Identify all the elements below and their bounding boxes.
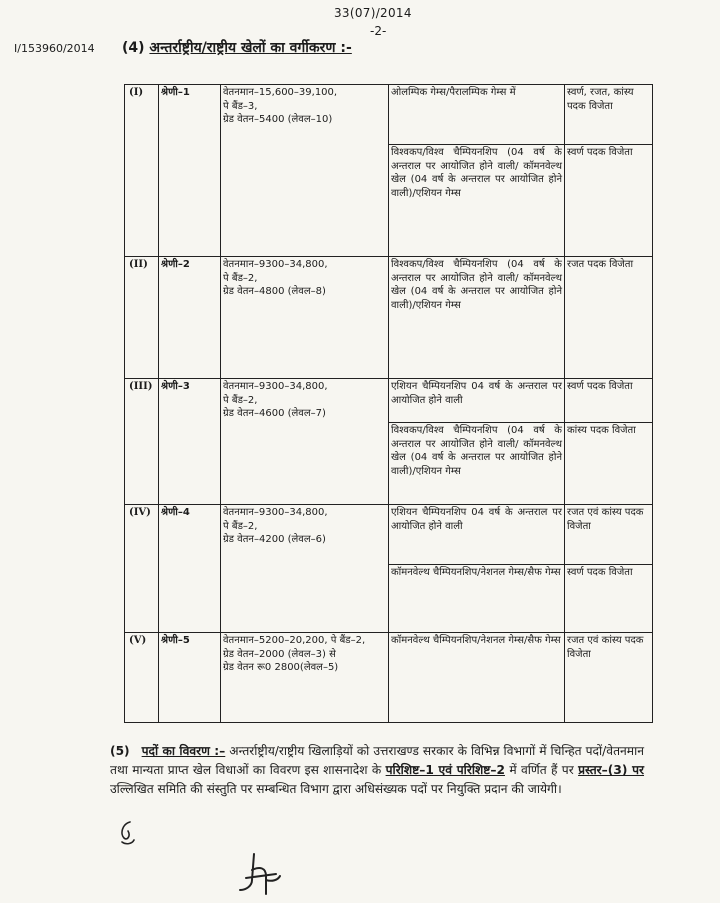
event-cell: कॉमनवेल्थ चैम्पियनशिप/नेशनल गेम्स/सैफ गेम्स — [389, 565, 565, 633]
medal-cell: रजत एवं कांस्य पदक विजेता — [565, 633, 653, 723]
section-5-number: (5) — [110, 744, 130, 758]
section-5-text: उल्लिखित समिति की संस्तुति पर सम्बन्धित विभाग द्वारा अधिसंख्यक पदों पर नियुक्ति प्रदान की जायेगी। — [110, 782, 562, 797]
paragraph-reference: प्रस्तर–(3) पर — [578, 763, 645, 778]
signature-icon — [236, 850, 284, 898]
medal-cell: स्वर्ण, रजत, कांस्य पदक विजेता — [565, 85, 653, 145]
classification-table — [124, 84, 653, 723]
category-name: श्रेणी–1 — [159, 85, 221, 257]
table-row — [125, 257, 653, 379]
table-row — [125, 85, 653, 145]
row-roman-numeral: (II) — [125, 257, 159, 379]
table-row — [125, 633, 653, 723]
pay-scale: वेतनमान–9300–34,800, पे बैंड–2, ग्रेड वेतन–4800 (लेवल–8) — [221, 257, 389, 379]
section-5-heading: पदों का विवरण :– — [141, 744, 226, 758]
row-roman-numeral: (I) — [125, 85, 159, 257]
category-name: श्रेणी–3 — [159, 379, 221, 505]
row-roman-numeral: (V) — [125, 633, 159, 723]
medal-cell: स्वर्ण पदक विजेता — [565, 565, 653, 633]
category-name: श्रेणी–2 — [159, 257, 221, 379]
section-5-paragraph — [110, 742, 644, 800]
pay-scale: वेतनमान–9300–34,800, पे बैंड–2, ग्रेड वेतन–4600 (लेवल–7) — [221, 379, 389, 505]
pay-scale: वेतनमान–9300–34,800, पे बैंड–2, ग्रेड वेतन–4200 (लेवल–6) — [221, 505, 389, 633]
pay-scale: वेतनमान–15,600–39,100, पे बैंड–3, ग्रेड वेतन–5400 (लेवल–10) — [221, 85, 389, 257]
table-row — [125, 505, 653, 565]
file-reference: I/153960/2014 — [14, 42, 95, 55]
event-cell: कॉमनवेल्थ चैम्पियनशिप/नेशनल गेम्स/सैफ गेम्स — [389, 633, 565, 723]
section-5-text: में वर्णित हैं पर — [504, 763, 579, 778]
annexure-reference: परिशिष्ट–1 एवं परिशिष्ट–2 — [385, 763, 505, 778]
medal-cell: स्वर्ण पदक विजेता — [565, 145, 653, 257]
section-4-number: (4) — [122, 40, 145, 56]
row-roman-numeral: (IV) — [125, 505, 159, 633]
category-name: श्रेणी–5 — [159, 633, 221, 723]
row-roman-numeral: (III) — [125, 379, 159, 505]
medal-cell: कांस्य पदक विजेता — [565, 423, 653, 505]
section-4-heading — [122, 38, 352, 57]
signature — [236, 850, 284, 902]
section-4-title: अन्तर्राष्ट्रीय/राष्ट्रीय खेलों का वर्गीकरण :- — [149, 40, 352, 56]
section-5-text: अन्तर्राष्ट्रीय/राष्ट्रीय खिलाड़ियों को उत्तराखण्ड सरकार के विभिन्न विभागों में चिन्हित पदों/वेतनमान तथा मान्यता प्राप्त खेल विधाओं का विवरण इस शासनादेश के — [110, 744, 644, 778]
document-number: 33(07)/2014 — [334, 6, 412, 20]
initial-mark — [116, 818, 138, 852]
medal-cell: रजत एवं कांस्य पदक विजेता — [565, 505, 653, 565]
category-name: श्रेणी–4 — [159, 505, 221, 633]
medal-cell: रजत पदक विजेता — [565, 257, 653, 379]
initial-mark-icon — [116, 818, 138, 848]
page-number: -2- — [370, 24, 387, 38]
medal-cell: स्वर्ण पदक विजेता — [565, 379, 653, 423]
event-cell: विश्वकप/विश्व चैम्पियनशिप (04 वर्ष के अन्तराल पर आयोजित होने वाली/ कॉमनवेल्थ खेल (04 वर्ष के अन्तराल पर आयोजित होने वाली)/एशियन गेम्स — [389, 145, 565, 257]
event-cell: एशियन चैम्पियनशिप 04 वर्ष के अन्तराल पर आयोजित होने वाली — [389, 379, 565, 423]
event-cell: ओलम्पिक गेम्स/पैरालम्पिक गेम्स में — [389, 85, 565, 145]
table-row — [125, 379, 653, 423]
event-cell: एशियन चैम्पियनशिप 04 वर्ष के अन्तराल पर आयोजित होने वाली — [389, 505, 565, 565]
event-cell: विश्वकप/विश्व चैम्पियनशिप (04 वर्ष के अन्तराल पर आयोजित होने वाली/ कॉमनवेल्थ खेल (04 वर्ष के अन्तराल पर आयोजित होने वाली)/एशियन गेम्स — [389, 423, 565, 505]
pay-scale: वेतनमान–5200–20,200, पे बैंड–2, ग्रेड वेतन–2000 (लेवल–3) से ग्रेड वेतन रू0 2800(लेवल–5) — [221, 633, 389, 723]
event-cell: विश्वकप/विश्व चैम्पियनशिप (04 वर्ष के अन्तराल पर आयोजित होने वाली/ कॉमनवेल्थ खेल (04 वर्ष के अन्तराल पर आयोजित होने वाली)/एशियन गेम्स — [389, 257, 565, 379]
